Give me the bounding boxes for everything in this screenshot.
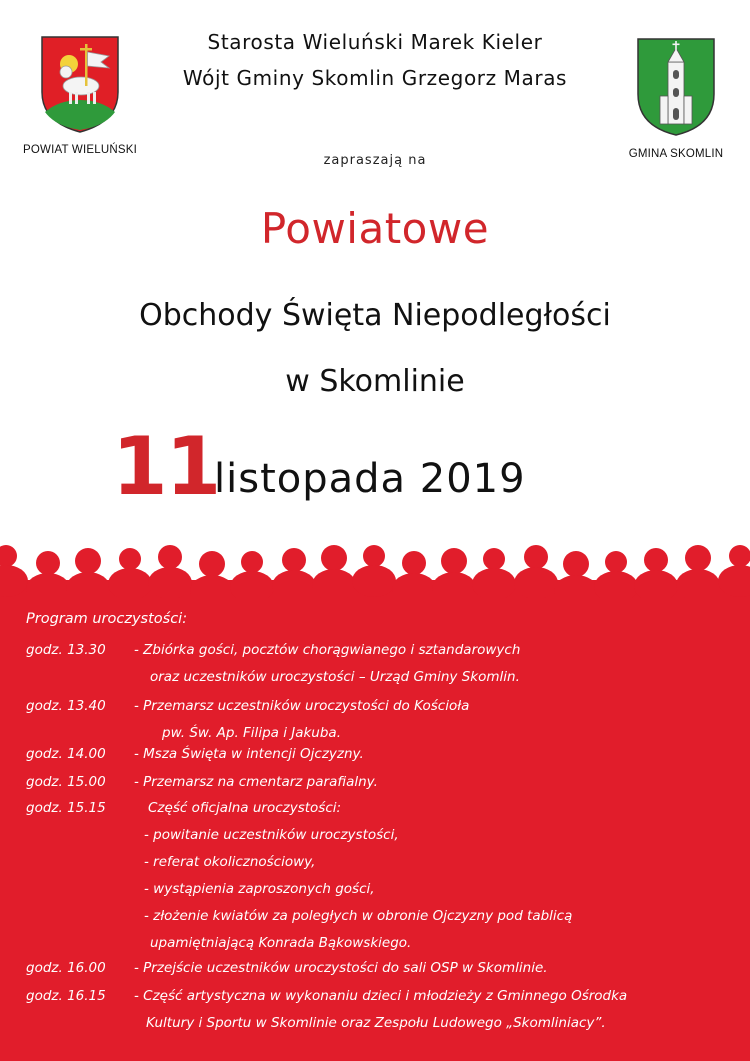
crowd-head-shape bbox=[563, 551, 589, 577]
program-item-continuation-text: pw. Św. Ap. Filipa i Jakuba. bbox=[162, 725, 342, 741]
event-title-line-3: w Skomlinie bbox=[285, 364, 465, 399]
program-item-time: godz. 13.40 bbox=[26, 698, 106, 714]
program-item-time: godz. 13.30 bbox=[26, 642, 106, 658]
program-item-text: - Przejście uczestników uroczystości do sali OSP w Skomlinie. bbox=[134, 960, 548, 976]
event-date-day: 11 bbox=[112, 420, 220, 513]
crowd-head-shape bbox=[483, 548, 505, 570]
program-item-text: - wystąpienia zaproszonych gości, bbox=[144, 881, 375, 897]
crowd-head-shape bbox=[644, 548, 668, 572]
program-item-text: - powitanie uczestników uroczystości, bbox=[144, 827, 399, 843]
program-item-text: - Część artystyczna w wykonaniu dzieci i młodzieży z Gminnego Ośrodka bbox=[134, 988, 628, 1004]
organizer-line-1: Starosta Wieluński Marek Kieler bbox=[207, 30, 543, 54]
event-title-line-2: Obchody Święta Niepodległości bbox=[139, 298, 611, 333]
crowd-head-shape bbox=[524, 545, 548, 569]
crowd-head-shape bbox=[363, 545, 385, 567]
crowd-head-shape bbox=[158, 545, 182, 569]
program-heading: Program uroczystości: bbox=[26, 611, 188, 627]
crowd-head-shape bbox=[729, 545, 750, 567]
program-item-text: - Zbiórka gości, pocztów chorągwianego i sztandarowych bbox=[134, 642, 521, 658]
crowd-silhouette-decoration bbox=[0, 540, 750, 602]
powiat-wielunski-caption: POWIAT WIELUŃSKI bbox=[23, 144, 137, 156]
program-item-time: godz. 16.00 bbox=[26, 960, 106, 976]
crowd-head-shape bbox=[119, 548, 141, 570]
crowd-head-shape bbox=[402, 551, 426, 575]
program-item-text: - Msza Święta w intencji Ojczyzny. bbox=[134, 746, 364, 762]
crowd-head-shape bbox=[0, 545, 17, 567]
program-item-time: godz. 14.00 bbox=[26, 746, 106, 762]
program-item-continuation-text: upamiętniającą Konrada Bąkowskiego. bbox=[150, 935, 412, 951]
crowd-head-shape bbox=[199, 551, 225, 577]
program-item-text: - Przemarsz na cmentarz parafialny. bbox=[134, 774, 378, 790]
event-title-line-1: Powiatowe bbox=[260, 204, 490, 253]
gmina-skomlin-logo bbox=[616, 36, 736, 160]
crowd-head-shape bbox=[241, 551, 263, 573]
program-item-time: godz. 16.15 bbox=[26, 988, 106, 1004]
program-item-text: - złożenie kwiatów za poległych w obronie Ojczyzny pod tablicą bbox=[144, 908, 573, 924]
invite-text: zapraszają na bbox=[323, 153, 427, 168]
event-date-month-year: listopada 2019 bbox=[214, 456, 526, 502]
program-item-text: Część oficjalna uroczystości: bbox=[148, 800, 342, 816]
crowd-head-shape bbox=[36, 551, 60, 575]
crowd-head-shape bbox=[605, 551, 627, 573]
program-item-continuation-text: oraz uczestników uroczystości – Urząd Gminy Skomlin. bbox=[150, 669, 520, 685]
program-item-text: - Przemarsz uczestników uroczystości do Kościoła bbox=[134, 698, 470, 714]
program-item-text: - referat okolicznościowy, bbox=[144, 854, 316, 870]
crowd-head-shape bbox=[685, 545, 711, 571]
gmina-skomlin-caption: GMINA SKOMLIN bbox=[628, 148, 724, 160]
organizer-line-2: Wójt Gminy Skomlin Grzegorz Maras bbox=[182, 66, 568, 90]
program-item-time: godz. 15.00 bbox=[26, 774, 106, 790]
program-item-time: godz. 15.15 bbox=[26, 800, 106, 816]
crowd-head-shape bbox=[321, 545, 347, 571]
program-item-continuation-text: Kultury i Sportu w Skomlinie oraz Zespołu Ludowego „Skomliniacy”. bbox=[146, 1015, 606, 1031]
crowd-head-shape bbox=[282, 548, 306, 572]
crowd-head-shape bbox=[441, 548, 467, 574]
crowd-head-shape bbox=[75, 548, 101, 574]
